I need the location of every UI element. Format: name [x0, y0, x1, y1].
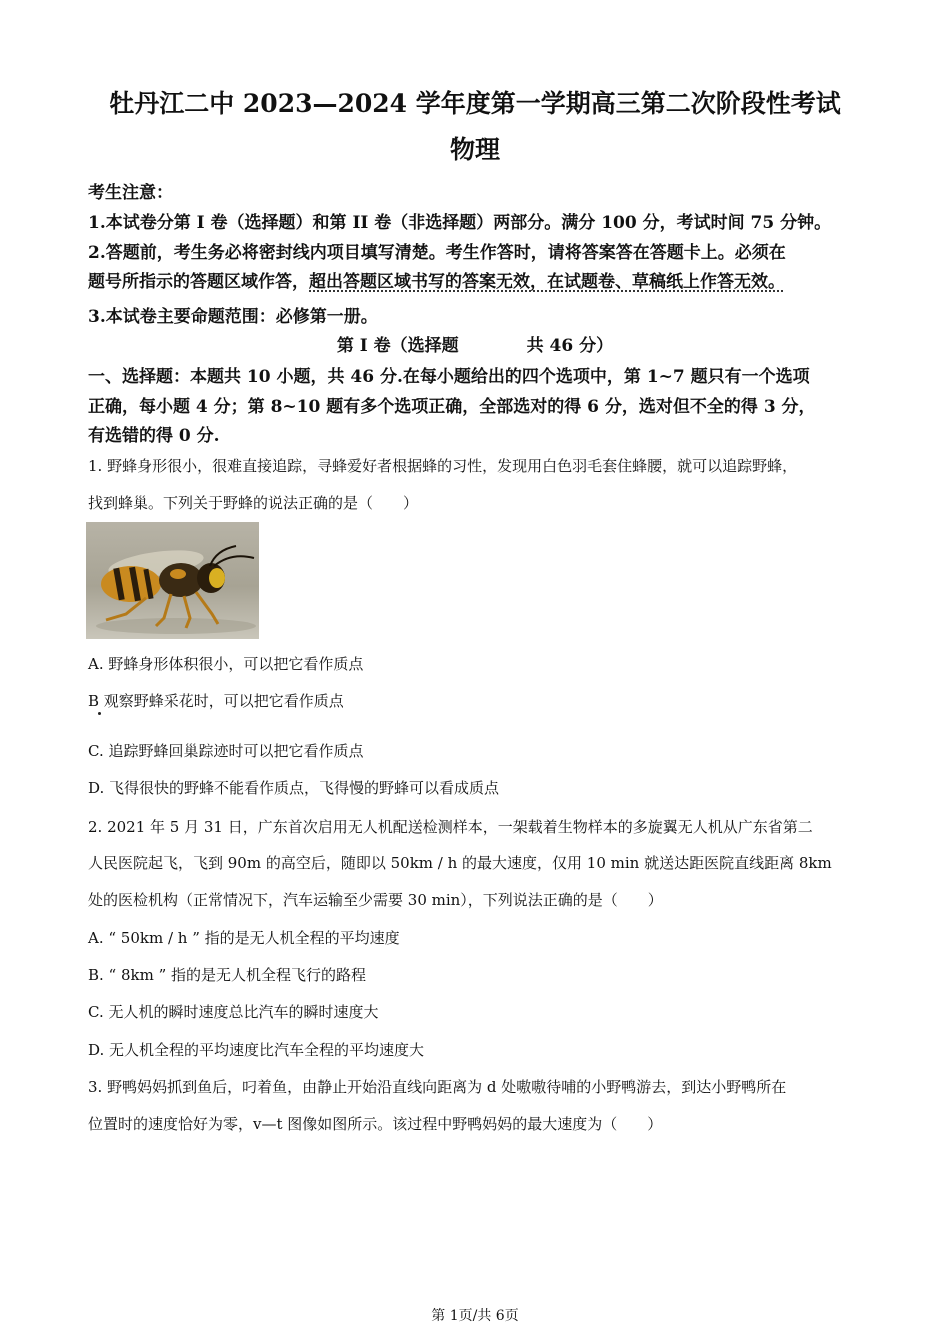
notice-item-1: 1.本试卷分第 I 卷（选择题）和第 II 卷（非选择题）两部分。满分 100 分，考试时间 75 分钟。: [88, 213, 832, 233]
notice-item-2-plain: 题号所指示的答题区域作答，: [88, 272, 309, 292]
q2-option-a: A. “ 50km / h ” 指的是无人机全程的平均速度: [88, 929, 400, 947]
q2-stem-line-3: 处的医检机构（正常情况下，汽车运输至少需要 30 min），下列说法正确的是（ ）: [88, 891, 663, 909]
exam-title: 牡丹江二中 2023—2024 学年度第一学期高三第二次阶段性考试: [109, 89, 841, 118]
section-heading: 第 I 卷（选择题 共 46 分）: [336, 336, 614, 356]
q3-stem-line-2: 位置时的速度恰好为零，v—t 图像如图所示。该过程中野鸭妈妈的最大速度为（ ）: [88, 1115, 663, 1133]
emphasis-dot: [98, 712, 101, 715]
notice-heading: 考生注意：: [88, 183, 173, 203]
notice-item-2-emphasis: 超出答题区域书写的答案无效，在试题卷、草稿纸上作答无效。: [309, 272, 785, 292]
q2-option-c: C. 无人机的瞬时速度总比汽车的瞬时速度大: [88, 1003, 379, 1021]
notice-item-2-line-1: 2.答题前，考生务必将密封线内项目填写清楚。考生作答时，请将答案答在答题卡上。必须在: [88, 243, 786, 263]
page-number: 第 1页/共 6页: [431, 1308, 519, 1324]
section-intro-line-3: 有选错的得 0 分.: [88, 426, 220, 446]
notice-item-2-line-2: [88, 267, 868, 292]
notice-item-3: 3.本试卷主要命题范围：必修第一册。: [88, 307, 378, 327]
section-intro-line-1: 一、选择题：本题共 10 小题，共 46 分.在每小题给出的四个选项中，第 1~7 题只有一个选项: [88, 367, 810, 387]
q2-stem-line-2: 人民医院起飞，飞到 90m 的高空后，随即以 50km / h 的最大速度，仅用 10 min 就送达距医院直线距离 8km: [88, 854, 832, 872]
q1-option-a: A. 野蜂身形体积很小，可以把它看作质点: [88, 655, 364, 673]
wasp-icon: [86, 522, 259, 639]
q2-stem-line-1: 2. 2021 年 5 月 31 日，广东首次启用无人机配送检测样本，一架载着生物样本的多旋翼无人机从广东省第二: [88, 818, 813, 836]
subject-title: 物理: [449, 135, 500, 164]
q1-stem-line-1: 1. 野蜂身形很小，很难直接追踪，寻蜂爱好者根据蜂的习性，发现用白色羽毛套住蜂腰，就可以追踪野蜂，: [88, 457, 798, 475]
section-intro-line-2: 正确，每小题 4 分；第 8~10 题有多个选项正确，全部选对的得 6 分，选对但不全的得 3 分，: [88, 397, 816, 417]
q1-option-c: C. 追踪野蜂回巢踪迹时可以把它看作质点: [88, 742, 364, 760]
q2-option-b: B. “ 8km ” 指的是无人机全程飞行的路程: [88, 966, 367, 984]
q1-option-d: D. 飞得很快的野蜂不能看作质点，飞得慢的野蜂可以看成质点: [88, 779, 500, 797]
q2-option-d: D. 无人机全程的平均速度比汽车全程的平均速度大: [88, 1041, 425, 1059]
q1-option-b: B 观察野蜂采花时，可以把它看作质点: [88, 692, 344, 710]
q1-stem-line-2: 找到蜂巢。下列关于野蜂的说法正确的是（ ）: [88, 494, 419, 512]
q3-stem-line-1: 3. 野鸭妈妈抓到鱼后，叼着鱼，由静止开始沿直线向距离为 d 处嗷嗷待哺的小野鸭游去，到达小野鸭所在: [88, 1078, 787, 1096]
wasp-photo: [86, 522, 259, 639]
